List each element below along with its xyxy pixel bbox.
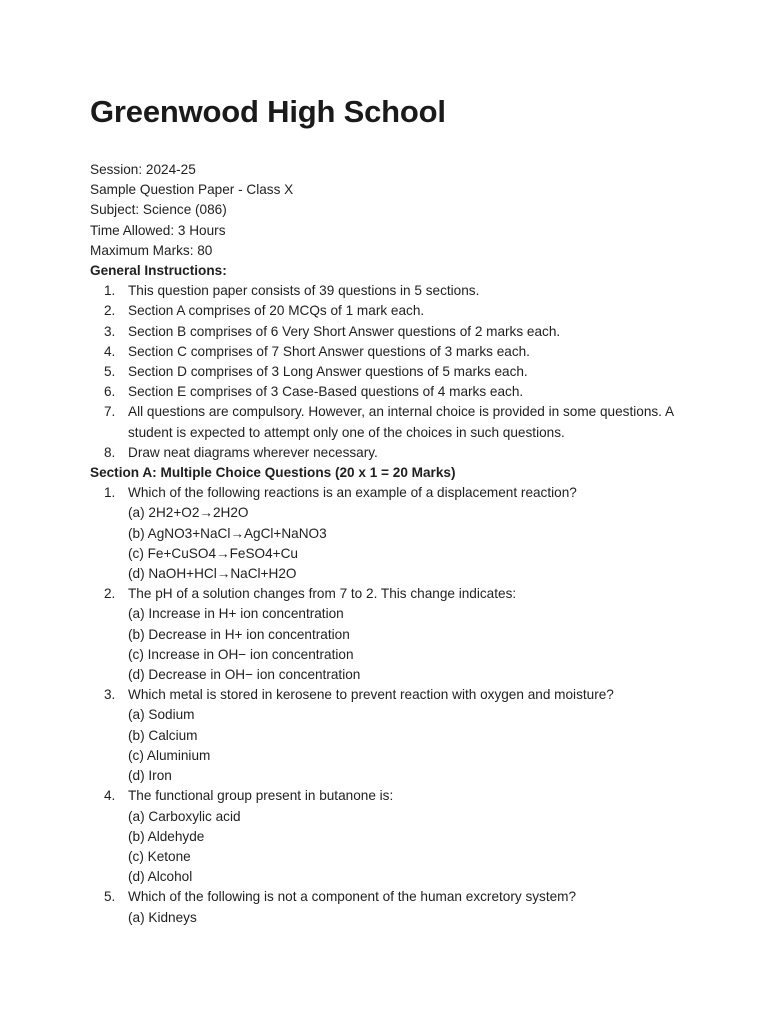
- question-text: Which metal is stored in kerosene to prevent reaction with oxygen and moisture?: [128, 687, 614, 703]
- option: (a) Carboxylic acid: [128, 808, 241, 824]
- question-text: The functional group present in butanone is:: [128, 788, 394, 804]
- option: (d) Decrease in OH− ion concentration: [128, 667, 361, 683]
- option: (c) Fe+CuSO4→FeSO4+Cu: [128, 545, 298, 561]
- option: (b) AgNO3+NaCl→AgCl+NaNO3: [128, 525, 327, 541]
- option: (c) Aluminium: [128, 747, 211, 763]
- question-text: Which of the following is not a component of the human excretory system?: [128, 889, 577, 905]
- option: (a) Kidneys: [128, 909, 197, 925]
- question-item: 5. Which of the following is not a component of the human excretory system? (a) Kidneys: [90, 887, 688, 927]
- option: (a) Increase in H+ ion concentration: [128, 606, 344, 622]
- instruction-item: 3. Section B comprises of 6 Very Short Answer questions of 2 marks each.: [104, 323, 561, 339]
- session-line: Session: 2024-25: [90, 162, 196, 177]
- option: (a) 2H2+O2→2H2O: [128, 505, 249, 521]
- instruction-item: 7. All questions are compulsory. However, an internal choice is provided in some questions. A student is expected to attempt only one of the choices in such questions.: [104, 404, 674, 440]
- page-title: Greenwood High School: [90, 94, 446, 129]
- question-item: 2. The pH of a solution changes from 7 to 2. This change indicates: (a) Increase in H+ ion concentration (b) Decrease in H+ ion concentration (c) Increase in OH− ion concentration (d) Decrease in OH− ion concentration: [90, 584, 688, 685]
- question-text: Which of the following reactions is an example of a displacement reaction?: [128, 485, 577, 501]
- instructions-list: [90, 281, 688, 463]
- option: (b) Aldehyde: [128, 828, 205, 844]
- time-line: Time Allowed: 3 Hours: [90, 222, 226, 238]
- instruction-item: 6. Section E comprises of 3 Case-Based questions of 4 marks each.: [104, 384, 524, 400]
- option: (d) Iron: [128, 768, 172, 784]
- option: (b) Calcium: [128, 727, 198, 743]
- marks-line: Maximum Marks: 80: [90, 242, 213, 258]
- instruction-item: 5. Section D comprises of 3 Long Answer questions of 5 marks each.: [104, 364, 528, 380]
- section-a-heading: Section A: Multiple Choice Questions (20 x 1 = 20 Marks): [90, 465, 456, 481]
- instruction-item: 8. Draw neat diagrams wherever necessary.: [104, 444, 378, 460]
- question-item: 4. The functional group present in butanone is: (a) Carboxylic acid (b) Aldehyde (c) Ketone (d) Alcohol: [90, 786, 688, 887]
- instruction-item: 2. Section A comprises of 20 MCQs of 1 mark each.: [104, 303, 425, 319]
- option: (c) Increase in OH− ion concentration: [128, 646, 354, 662]
- instructions-heading: General Instructions:: [90, 263, 227, 279]
- paper-line: Sample Question Paper - Class X: [90, 182, 294, 198]
- instruction-item: 1. This question paper consists of 39 questions in 5 sections.: [104, 283, 480, 299]
- option: (d) Alcohol: [128, 869, 193, 885]
- question-item: 1. Which of the following reactions is an example of a displacement reaction? (a) 2H2+O2→2H2O (b) AgNO3+NaCl→AgCl+NaNO3 (c) Fe+CuSO4→FeSO4+Cu (d) NaOH+HCl→NaCl+H2O: [90, 483, 688, 584]
- option: (c) Ketone: [128, 848, 191, 864]
- paper-meta: [90, 160, 688, 261]
- subject-line: Subject: Science (086): [90, 202, 227, 218]
- instruction-item: 4. Section C comprises of 7 Short Answer questions of 3 marks each.: [104, 343, 530, 359]
- questions-list: [90, 483, 688, 927]
- option: (b) Decrease in H+ ion concentration: [128, 626, 350, 642]
- question-text: The pH of a solution changes from 7 to 2. This change indicates:: [128, 586, 517, 602]
- question-item: 3. Which metal is stored in kerosene to prevent reaction with oxygen and moisture? (a) Sodium (b) Calcium (c) Aluminium (d) Iron: [90, 685, 688, 786]
- option: (a) Sodium: [128, 707, 195, 723]
- option: (d) NaOH+HCl→NaCl+H2O: [128, 566, 297, 582]
